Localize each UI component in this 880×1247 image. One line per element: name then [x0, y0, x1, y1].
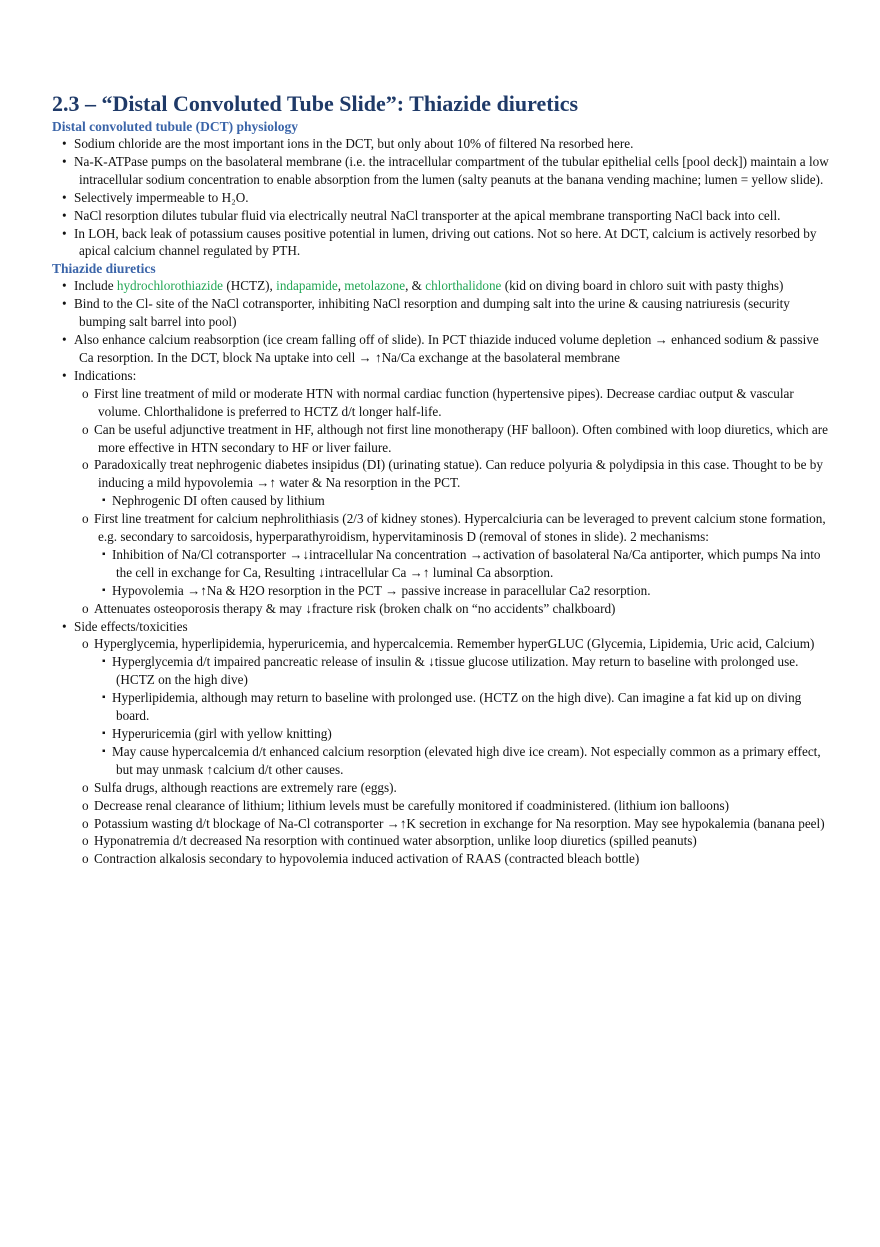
- sub-item: o First line treatment of mild or moderate HTN with normal cardiac function (hypertensive pipes). Decrease cardiac output & vascular volume. Chlorthalidone is preferred to HCTZ d/t longer half-life.: [52, 385, 832, 421]
- sub-item: o Paradoxically treat nephrogenic diabetes insipidus (DI) (urinating statue). Can reduce polyuria & polydipsia in this case. Thought to be by inducing a mild hypovolemia →↑ water & Na resorption in the PCT.: [52, 456, 832, 492]
- sub-item: o Sulfa drugs, although reactions are extremely rare (eggs).: [52, 779, 832, 797]
- list-item-side-effects: • Side effects/toxicities: [52, 618, 832, 636]
- list-item-indications: • Indications:: [52, 367, 832, 385]
- list-item-drugs: • Include hydrochlorothiazide (HCTZ), indapamide, metolazone, & chlorthalidone (kid on diving board in chloro suit with pasty thighs): [52, 277, 832, 295]
- sub-sub-item: ▪ May cause hypercalcemia d/t enhanced calcium resorption (elevated high dive ice cream). Not especially common as a primary effect, but may unmask ↑calcium d/t other causes.: [52, 743, 832, 779]
- sub-item: o Potassium wasting d/t blockage of Na-Cl cotransporter →↑K secretion in exchange for Na resorption. May see hypokalemia (banana peel): [52, 815, 832, 833]
- list-item: • Sodium chloride are the most important ions in the DCT, but only about 10% of filtered Na resorbed here.: [52, 135, 832, 153]
- list-item: • In LOH, back leak of potassium causes positive potential in lumen, driving out cations. Not so here. At DCT, calcium is actively resorbed by apical calcium channel regulated by PTH.: [52, 225, 832, 261]
- drug-name: hydrochlorothiazide: [116, 278, 224, 294]
- sub-sub-item: ▪ Hypovolemia →↑Na & H2O resorption in the PCT → passive increase in paracellular Ca2 resorption.: [52, 582, 832, 600]
- sub-item: o First line treatment for calcium nephrolithiasis (2/3 of kidney stones). Hypercalciuria can be leveraged to prevent calcium stone formation, e.g. secondary to sarcoidosis, hyperparathyroidism, hypervitaminosis D (removal of stones in slide). 2 mechanisms:: [52, 510, 832, 546]
- sub-item: o Contraction alkalosis secondary to hypovolemia induced activation of RAAS (contracted bleach bottle): [52, 850, 832, 868]
- sub-item: o Hyperglycemia, hyperlipidemia, hyperuricemia, and hypercalcemia. Remember hyperGLUC (Glycemia, Lipidemia, Uric acid, Calcium): [52, 635, 832, 653]
- drug-name: indapamide: [276, 278, 338, 294]
- sub-item: o Hyponatremia d/t decreased Na resorption with continued water absorption, unlike loop diuretics (spilled peanuts): [52, 832, 832, 850]
- drug-name: metolazone: [344, 278, 406, 294]
- sub-sub-item: ▪ Hyperglycemia d/t impaired pancreatic release of insulin & ↓tissue glucose utilization. May return to baseline with prolonged use. (HCTZ on the high dive): [52, 653, 832, 689]
- list-item: • Na-K-ATPase pumps on the basolateral membrane (i.e. the intracellular compartment of the tubular epithelial cells [pool deck]) maintain a low intracellular sodium concentration to enable absorption from the lumen (salty peanuts at the banana vending machine; lumen = yellow slide).: [52, 153, 832, 189]
- section-heading-dct: Distal convoluted tubule (DCT) physiology: [52, 119, 299, 134]
- sub-sub-item: ▪ Inhibition of Na/Cl cotransporter →↓intracellular Na concentration →activation of basolateral Na/Ca antiporter, which pumps Na into the cell in exchange for Ca, Resulting ↓intracellular Ca →↑ luminal Ca absorption.: [52, 546, 832, 582]
- sub-sub-item: ▪ Hyperuricemia (girl with yellow knitting): [52, 725, 832, 743]
- sub-sub-item: ▪ Hyperlipidemia, although may return to baseline with prolonged use. (HCTZ on the high dive). Can imagine a fat kid up on diving board.: [52, 689, 832, 725]
- sub-item: o Attenuates osteoporosis therapy & may ↓fracture risk (broken chalk on “no accidents” chalkboard): [52, 600, 832, 618]
- list-item: • Bind to the Cl- site of the NaCl cotransporter, inhibiting NaCl resorption and dumping salt into the urine & causing natriuresis (security bumping salt barrel into pool): [52, 295, 832, 331]
- sub-item: o Decrease renal clearance of lithium; lithium levels must be carefully monitored if coadministered. (lithium ion balloons): [52, 797, 832, 815]
- list-item: • Also enhance calcium reabsorption (ice cream falling off of slide). In PCT thiazide induced volume depletion → enhanced sodium & passive Ca resorption. In the DCT, block Na uptake into cell → ↑Na/Ca exchange at the basolateral membrane: [52, 331, 832, 367]
- list-item: • NaCl resorption dilutes tubular fluid via electrically neutral NaCl transporter at the apical membrane transporting NaCl back into cell.: [52, 207, 832, 225]
- page-title: 2.3 – “Distal Convoluted Tube Slide”: Thiazide diuretics: [52, 91, 579, 116]
- drug-name: chlorthalidone: [425, 278, 502, 294]
- sub-item: o Can be useful adjunctive treatment in HF, although not first line monotherapy (HF balloon). Often combined with loop diuretics, which are more effective in HTN secondary to HF or liver failure.: [52, 421, 832, 457]
- list-item: • Selectively impermeable to H₂O.: [52, 189, 832, 207]
- section-heading-thiazide: Thiazide diuretics: [52, 261, 156, 277]
- document-page: [52, 90, 832, 868]
- sub-sub-item: ▪ Nephrogenic DI often caused by lithium: [52, 492, 832, 510]
